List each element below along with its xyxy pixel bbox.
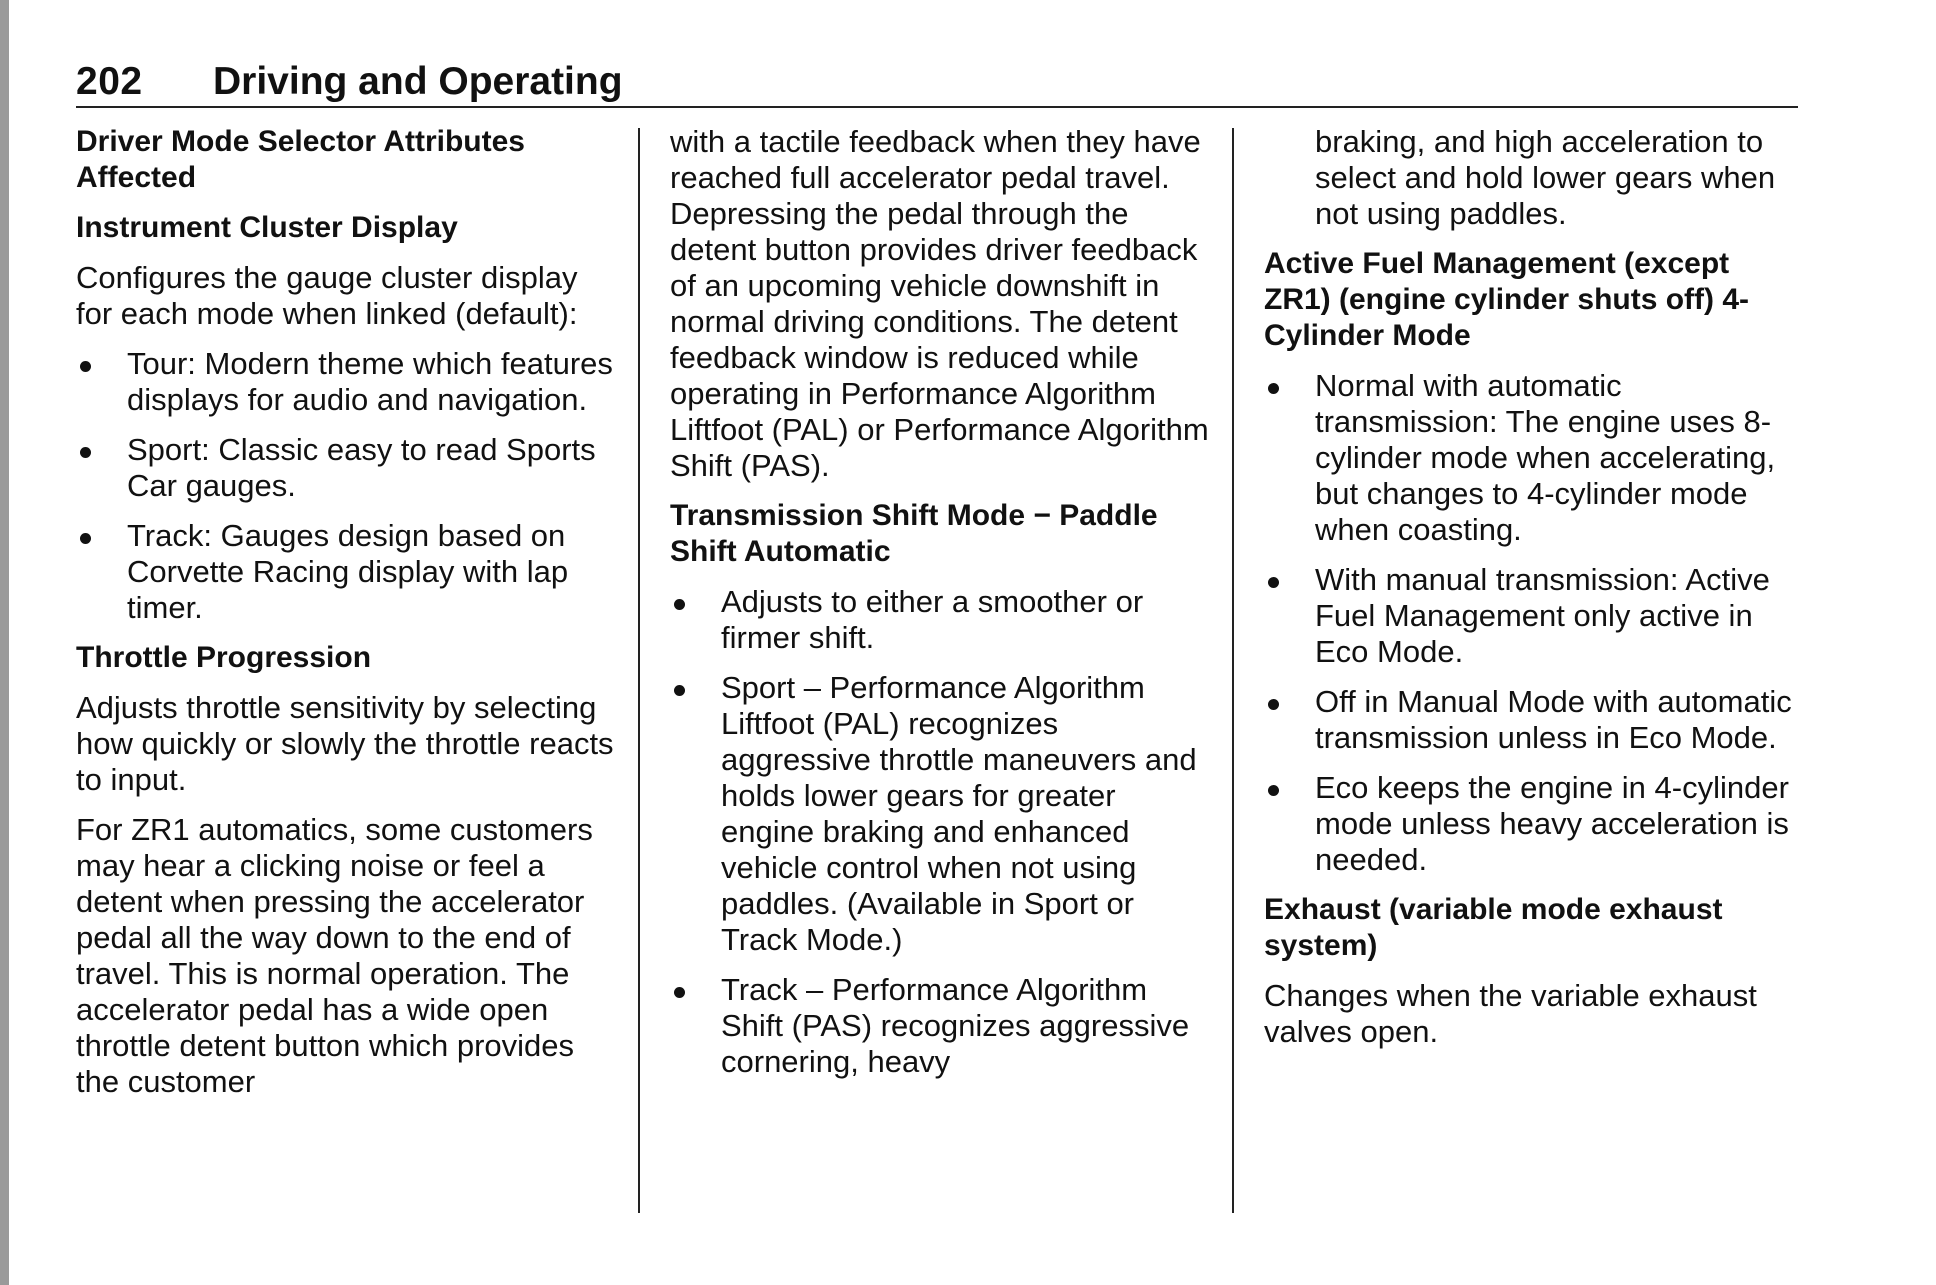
list-item [76, 518, 616, 626]
afm-list [1264, 368, 1804, 878]
list-item [76, 346, 616, 418]
bullet-icon [1268, 699, 1279, 710]
bullet-icon [80, 361, 91, 372]
heading-active-fuel-management: Active Fuel Management (except ZR1) (engine cylinder shuts off) 4-Cylinder Mode [1264, 247, 1750, 352]
bullet-icon [674, 685, 685, 696]
heading-instrument-cluster: Instrument Cluster Display [76, 211, 458, 244]
heading-exhaust: Exhaust (variable mode exhaust system) [1264, 893, 1723, 962]
list-item [1264, 684, 1804, 756]
list-item [670, 670, 1215, 958]
cluster-list [76, 346, 616, 626]
column-divider-1 [638, 128, 640, 1213]
column-divider-2 [1232, 128, 1234, 1213]
heading-attributes-affected: Driver Mode Selector Attributes Affected [76, 125, 525, 194]
bullet-icon [1268, 785, 1279, 796]
column-2 [670, 124, 1215, 1094]
paragraph-exhaust: Changes when the variable exhaust valves open. [1264, 978, 1757, 1049]
bullet-icon [1268, 383, 1279, 394]
list-item-text: Track: Gauges design based on Corvette Racing display with lap timer. [127, 518, 569, 625]
transmission-list [670, 584, 1215, 1080]
bullet-icon [674, 599, 685, 610]
heading-transmission-shift-mode: Transmission Shift Mode − Paddle Shift Automatic [670, 499, 1158, 568]
list-item [670, 972, 1215, 1080]
list-item [670, 584, 1215, 656]
heading-throttle-progression: Throttle Progression [76, 641, 372, 674]
list-item-text: Sport – Performance Algorithm Liftfoot (PAL) recognizes aggressive throttle maneuvers and holds lower gears for greater engine braking and enhanced vehicle control when not using paddles. (Available in Sport or Track Mode.) [721, 670, 1197, 957]
paragraph-throttle: Adjusts throttle sensitivity by selecting how quickly or slowly the throttle reacts to input. [76, 690, 614, 797]
column-3 [1264, 124, 1804, 1064]
list-item [1264, 368, 1804, 548]
bullet-icon [80, 447, 91, 458]
list-item-text: With manual transmission: Active Fuel Management only active in Eco Mode. [1315, 562, 1770, 669]
bullet-icon [674, 987, 685, 998]
list-item-text: Track – Performance Algorithm Shift (PAS) recognizes aggressive cornering, heavy [721, 972, 1190, 1079]
paragraph-cluster: Configures the gauge cluster display for each mode when linked (default): [76, 260, 578, 331]
list-item-text: Off in Manual Mode with automatic transmission unless in Eco Mode. [1315, 684, 1792, 755]
list-item [1264, 770, 1804, 878]
column-1 [76, 124, 616, 1114]
page-edge-shadow [0, 0, 9, 1285]
list-item-text: Eco keeps the engine in 4-cylinder mode unless heavy acceleration is needed. [1315, 770, 1789, 877]
paragraph-zr1: For ZR1 automatics, some customers may hear a clicking noise or feel a detent when pressing the accelerator pedal all the way down to the end of travel. This is normal operation. The accelerator pedal has a wide open throttle detent button which provides the customer [76, 812, 593, 1099]
section-title: Driving and Operating [213, 60, 623, 103]
page-number: 202 [76, 60, 143, 103]
page-header [76, 58, 1798, 108]
list-item-text: Adjusts to either a smoother or firmer shift. [721, 584, 1144, 655]
bullet-icon [80, 533, 91, 544]
list-item-text: Sport: Classic easy to read Sports Car gauges. [127, 432, 596, 503]
bullet-icon [1268, 577, 1279, 588]
paragraph-track-continued: braking, and high acceleration to select and hold lower gears when not using paddles. [1315, 124, 1776, 231]
list-item [76, 432, 616, 504]
paragraph-detent-continued: with a tactile feedback when they have reached full accelerator pedal travel. Depressing the pedal through the detent button provides driver feedback of an upcoming vehicle downshift in normal driving conditions. The detent feedback window is reduced while operating in Performance Algorithm Liftfoot (PAL) or Performance Algorithm Shift (PAS). [670, 124, 1209, 483]
list-item-text: Tour: Modern theme which features displays for audio and navigation. [127, 346, 613, 417]
list-item-text: Normal with automatic transmission: The engine uses 8-cylinder mode when accelerating, but changes to 4-cylinder mode when coasting. [1315, 368, 1776, 547]
list-item [1264, 562, 1804, 670]
